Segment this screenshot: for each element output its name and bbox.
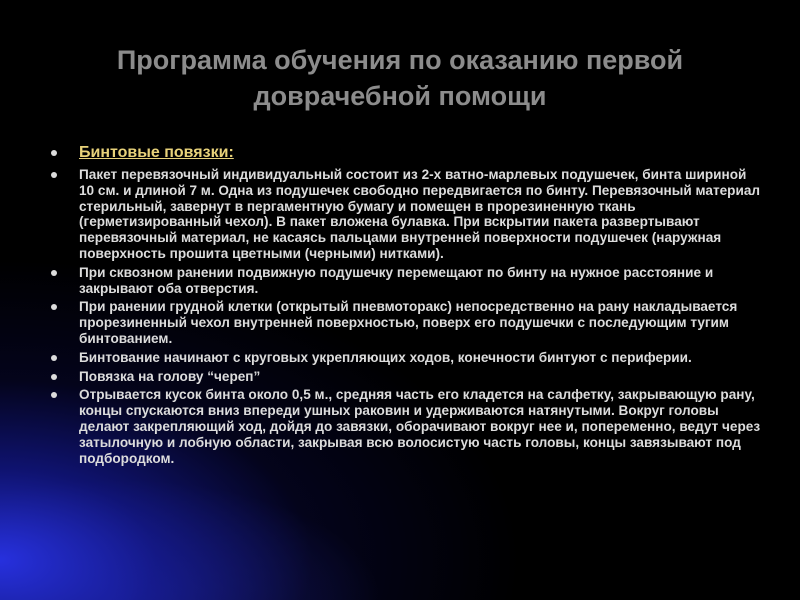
bullet-dot-icon (51, 392, 57, 398)
bullet-text: Пакет перевязочный индивидуальный состоит из 2-х ватно-марлевых подушечек, бинта шириной 10 см. и длиной 7 м. Одна из подушечек свободно передвигается по бинту. Перевязочный материал стерильный, завернут в пергаментную бумагу и помещен в прорезиненную ткань (герметизированный чехол). В пакет вложена булавка. При вскрытии пакета развертывают перевязочный материал, не касаясь пальцами внутренней поверхности подушечек (наружная поверхность прошита цветными (черными) нитками). (79, 167, 761, 261)
bullet-text: Бинтование начинают с круговых укрепляющих ходов, конечности бинтуют с периферии. (79, 349, 692, 365)
bullet-dot-icon (51, 304, 57, 310)
bullet-dot-icon (51, 270, 57, 276)
bullet-item (50, 369, 762, 385)
bullet-text: При ранении грудной клетки (открытый пневмоторакс) непосредственно на рану накладывается прорезиненный чехол внутренней поверхностью, поверх его подушечки с последующим тугим бинтованием. (79, 299, 738, 346)
bullet-item-heading (50, 143, 762, 162)
bullet-item (50, 299, 762, 346)
bullet-item (50, 265, 762, 297)
bullet-item (50, 387, 762, 466)
section-heading: Бинтовые повязки: (79, 144, 234, 161)
bullet-item (50, 167, 762, 262)
bullet-item (50, 350, 762, 366)
bullet-text: Повязка на голову “череп” (79, 368, 261, 384)
bullet-list (50, 143, 762, 469)
bullet-dot-icon (51, 355, 57, 361)
slide-title-line-1: Программа обучения по оказанию первой (116, 45, 684, 75)
bullet-dot-icon (51, 374, 57, 380)
bullet-text: Отрывается кусок бинта около 0,5 м., средняя часть его кладется на салфетку, закрывающую рану, концы спускаются вниз впереди ушных раковин и удерживаются натянутыми. Вокруг головы делают закрепляющий ход, дойдя до завязки, оборачивают вокруг нее и, попеременно, ведут через затылочную и лобную области, закрывая всю волосистую часть головы, концы завязывают под подбородком. (79, 387, 761, 466)
bullet-dot-icon (51, 172, 57, 178)
bullet-text: При сквозном ранении подвижную подушечку перемещают по бинту на нужное расстояние и закрывают оба отверстия. (79, 264, 714, 296)
bullet-dot-icon (51, 150, 57, 156)
slide-title (40, 42, 760, 114)
slide-title-line-2: доврачебной помощи (253, 81, 547, 111)
